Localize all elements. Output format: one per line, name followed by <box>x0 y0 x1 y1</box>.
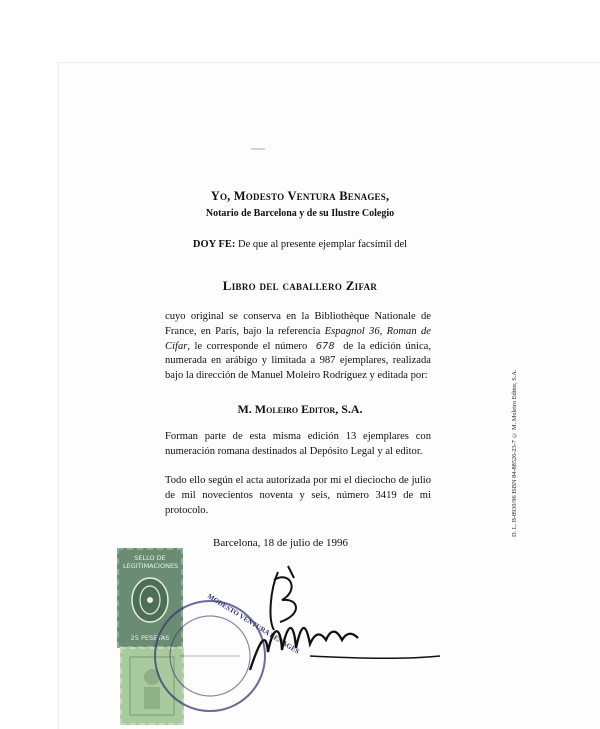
attestation-text: De que al presente ejemplar facsímil del <box>238 239 408 250</box>
stamp-top-text: SELLO DE LEGITIMACIONES <box>123 554 179 570</box>
book-title: Libro del caballero Zifar <box>222 278 378 293</box>
scan-mark <box>251 148 265 150</box>
stamp-bottom-text: 25 PESETAS <box>130 634 170 642</box>
paragraph-protocol: Todo ello según el acta autorizada por mí el dieciocho de julio de mil novecientos noventa y seis, número 3419 de mi protocolo. <box>165 475 431 516</box>
attestation-line <box>0 239 600 250</box>
notary-name: Yo, Modesto Ventura Benages, <box>210 189 390 203</box>
seal-text: MODESTO VENTURA BENAGES <box>205 592 301 656</box>
attestation-label: DOY FE: <box>192 239 236 250</box>
paragraph1-text-c: de la edición única, numerada en arábigo y limitada a 987 ejemplares, realizada bajo la dirección de Manuel Moleiro Rodríguez y editada por: <box>165 340 431 382</box>
legal-sidebar-text: D. L. B-8930/96 ISBN 84-88526-23-7 © M. Moleiro Editor, S.A. <box>511 369 518 537</box>
paragraph1-text-b: , le corresponde el número <box>187 340 312 352</box>
notary-subtitle: Notario de Barcelona y de su Ilustre Colegio <box>205 208 395 219</box>
editor-name: M. Moleiro Editor, S.A. <box>237 402 363 416</box>
paragraph-edition: Forman parte de esta misma edición 13 ejemplares con numeración romana destinados al Depósito Legal y al editor. <box>165 431 431 457</box>
handwritten-number: 678 <box>315 340 335 352</box>
signature-icon <box>230 560 550 680</box>
reference-italic: Espagnol 36, Roman de Cifar <box>165 325 431 352</box>
paragraph1-text-a: cuyo original se conserva en la Bibliothèque Nationale de France, en París, bajo la referencia <box>165 311 431 337</box>
place-date: Barcelona, 18 de julio de 1996 <box>213 537 349 549</box>
paragraph-original <box>165 310 431 384</box>
